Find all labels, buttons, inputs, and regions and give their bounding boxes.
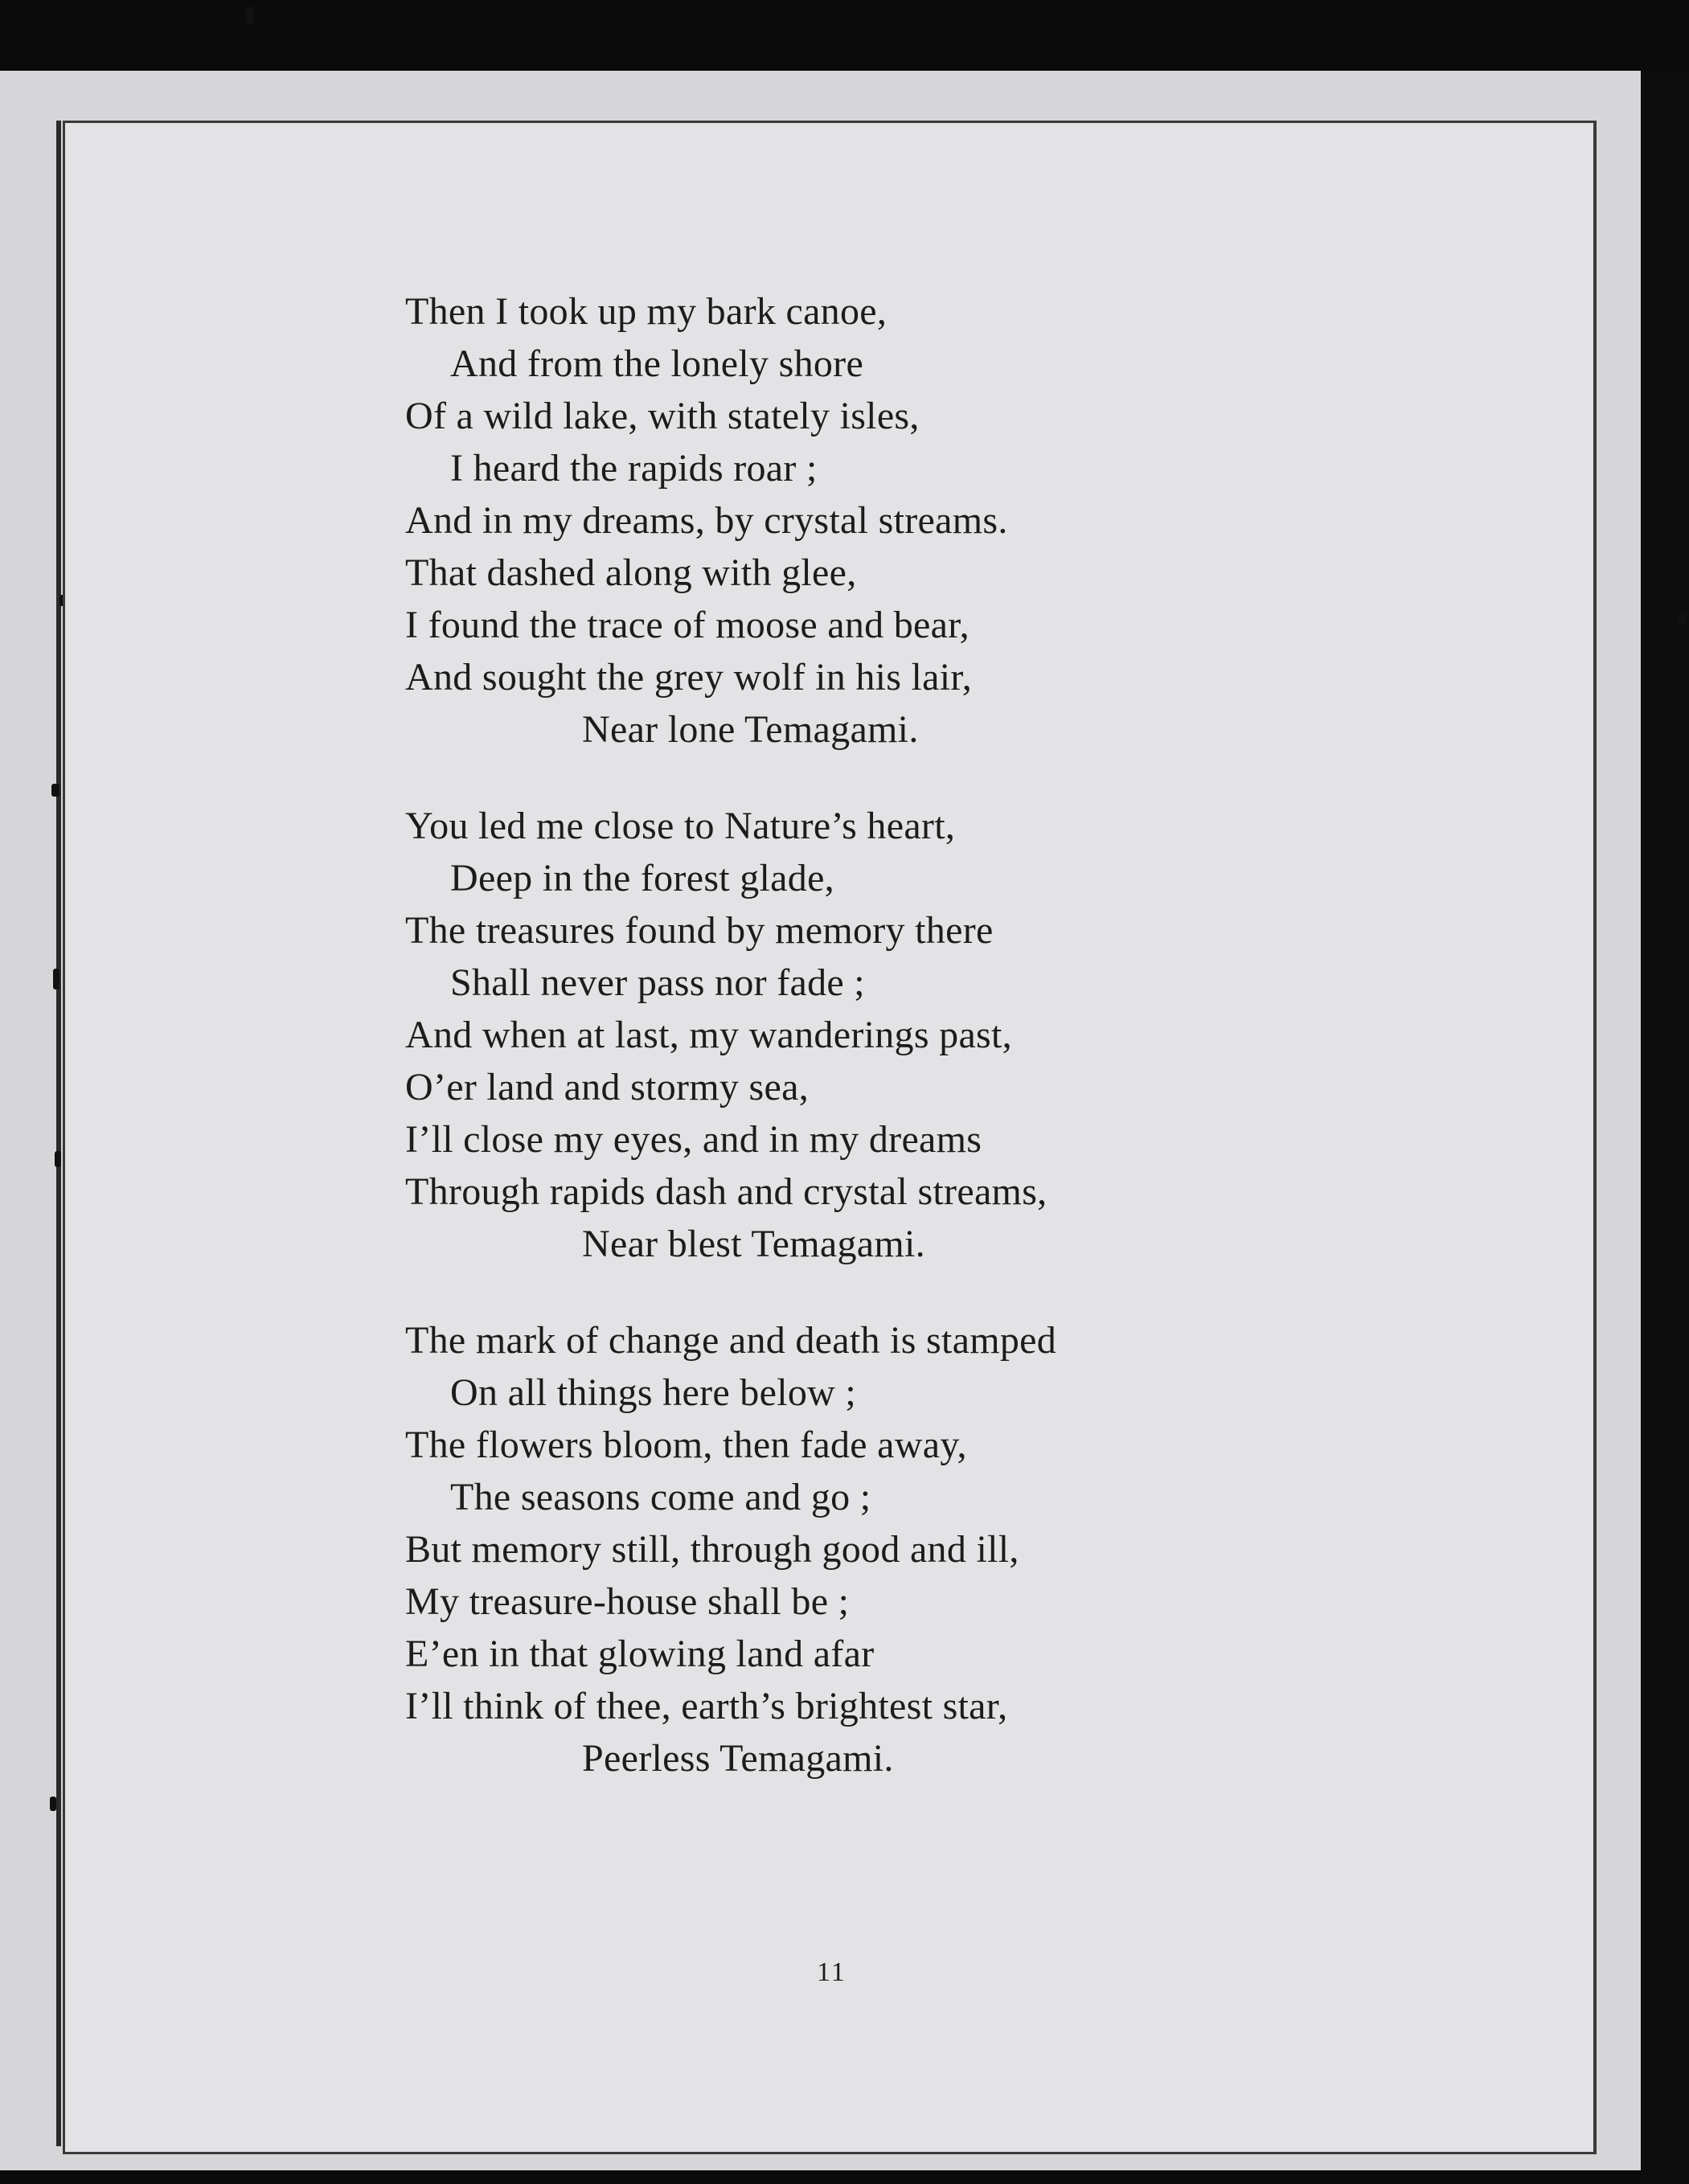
poem xyxy=(405,285,1289,1829)
poem-line: The mark of change and death is stamped xyxy=(405,1319,1057,1362)
poem-line: I heard the rapids roar ; xyxy=(450,447,818,490)
refrain-line: Near blest Temagami. xyxy=(582,1223,925,1265)
poem-line: But memory still, through good and ill, xyxy=(405,1528,1019,1571)
poem-line: Shall never pass nor fade ; xyxy=(450,961,865,1004)
poem-line: Deep in the forest glade, xyxy=(450,857,834,899)
poem-line: That dashed along with glee, xyxy=(405,551,857,594)
poem-line: O’er land and stormy sea, xyxy=(405,1066,810,1108)
refrain-line: Near lone Temagami. xyxy=(582,708,919,751)
page-gutter-edge xyxy=(56,121,61,2146)
poem-line: I’ll think of thee, earth’s brightest star, xyxy=(405,1685,1008,1727)
poem-line: My treasure-house shall be ; xyxy=(405,1580,850,1623)
poem-line: Then I took up my bark canoe, xyxy=(405,290,888,333)
stanza xyxy=(405,1314,1289,1784)
binding-mark xyxy=(53,969,59,990)
poem-line: Through rapids dash and crystal streams, xyxy=(405,1170,1047,1213)
dust-speck xyxy=(246,6,254,24)
poem-line: The flowers bloom, then fade away, xyxy=(405,1424,967,1466)
refrain-line: Peerless Temagami. xyxy=(582,1737,894,1780)
page-number: 11 xyxy=(817,1957,847,1987)
binding-mark xyxy=(51,784,59,797)
poem-line: The treasures found by memory there xyxy=(405,909,994,952)
dust-speck xyxy=(1679,613,1687,625)
poem-line: You led me close to Nature’s heart, xyxy=(405,805,956,847)
poem-line: E’en in that glowing land afar xyxy=(405,1633,875,1675)
binding-mark xyxy=(50,1797,56,1811)
poem-line: I found the trace of moose and bear, xyxy=(405,604,970,646)
right-shadow xyxy=(1641,71,1689,2184)
poem-line: I’ll close my eyes, and in my dreams xyxy=(405,1118,982,1161)
poem-line: And in my dreams, by crystal streams. xyxy=(405,499,1008,542)
stanza xyxy=(405,285,1289,756)
poem-line: On all things here below ; xyxy=(450,1371,857,1414)
poem-line: The seasons come and go ; xyxy=(450,1476,871,1518)
stanza xyxy=(405,800,1289,1270)
binding-mark xyxy=(55,1151,61,1167)
poem-line: And when at last, my wanderings past, xyxy=(405,1014,1012,1056)
poem-line: And from the lonely shore xyxy=(450,342,864,385)
poem-line: And sought the grey wolf in his lair, xyxy=(405,656,973,699)
poem-line: Of a wild lake, with stately isles, xyxy=(405,395,920,437)
